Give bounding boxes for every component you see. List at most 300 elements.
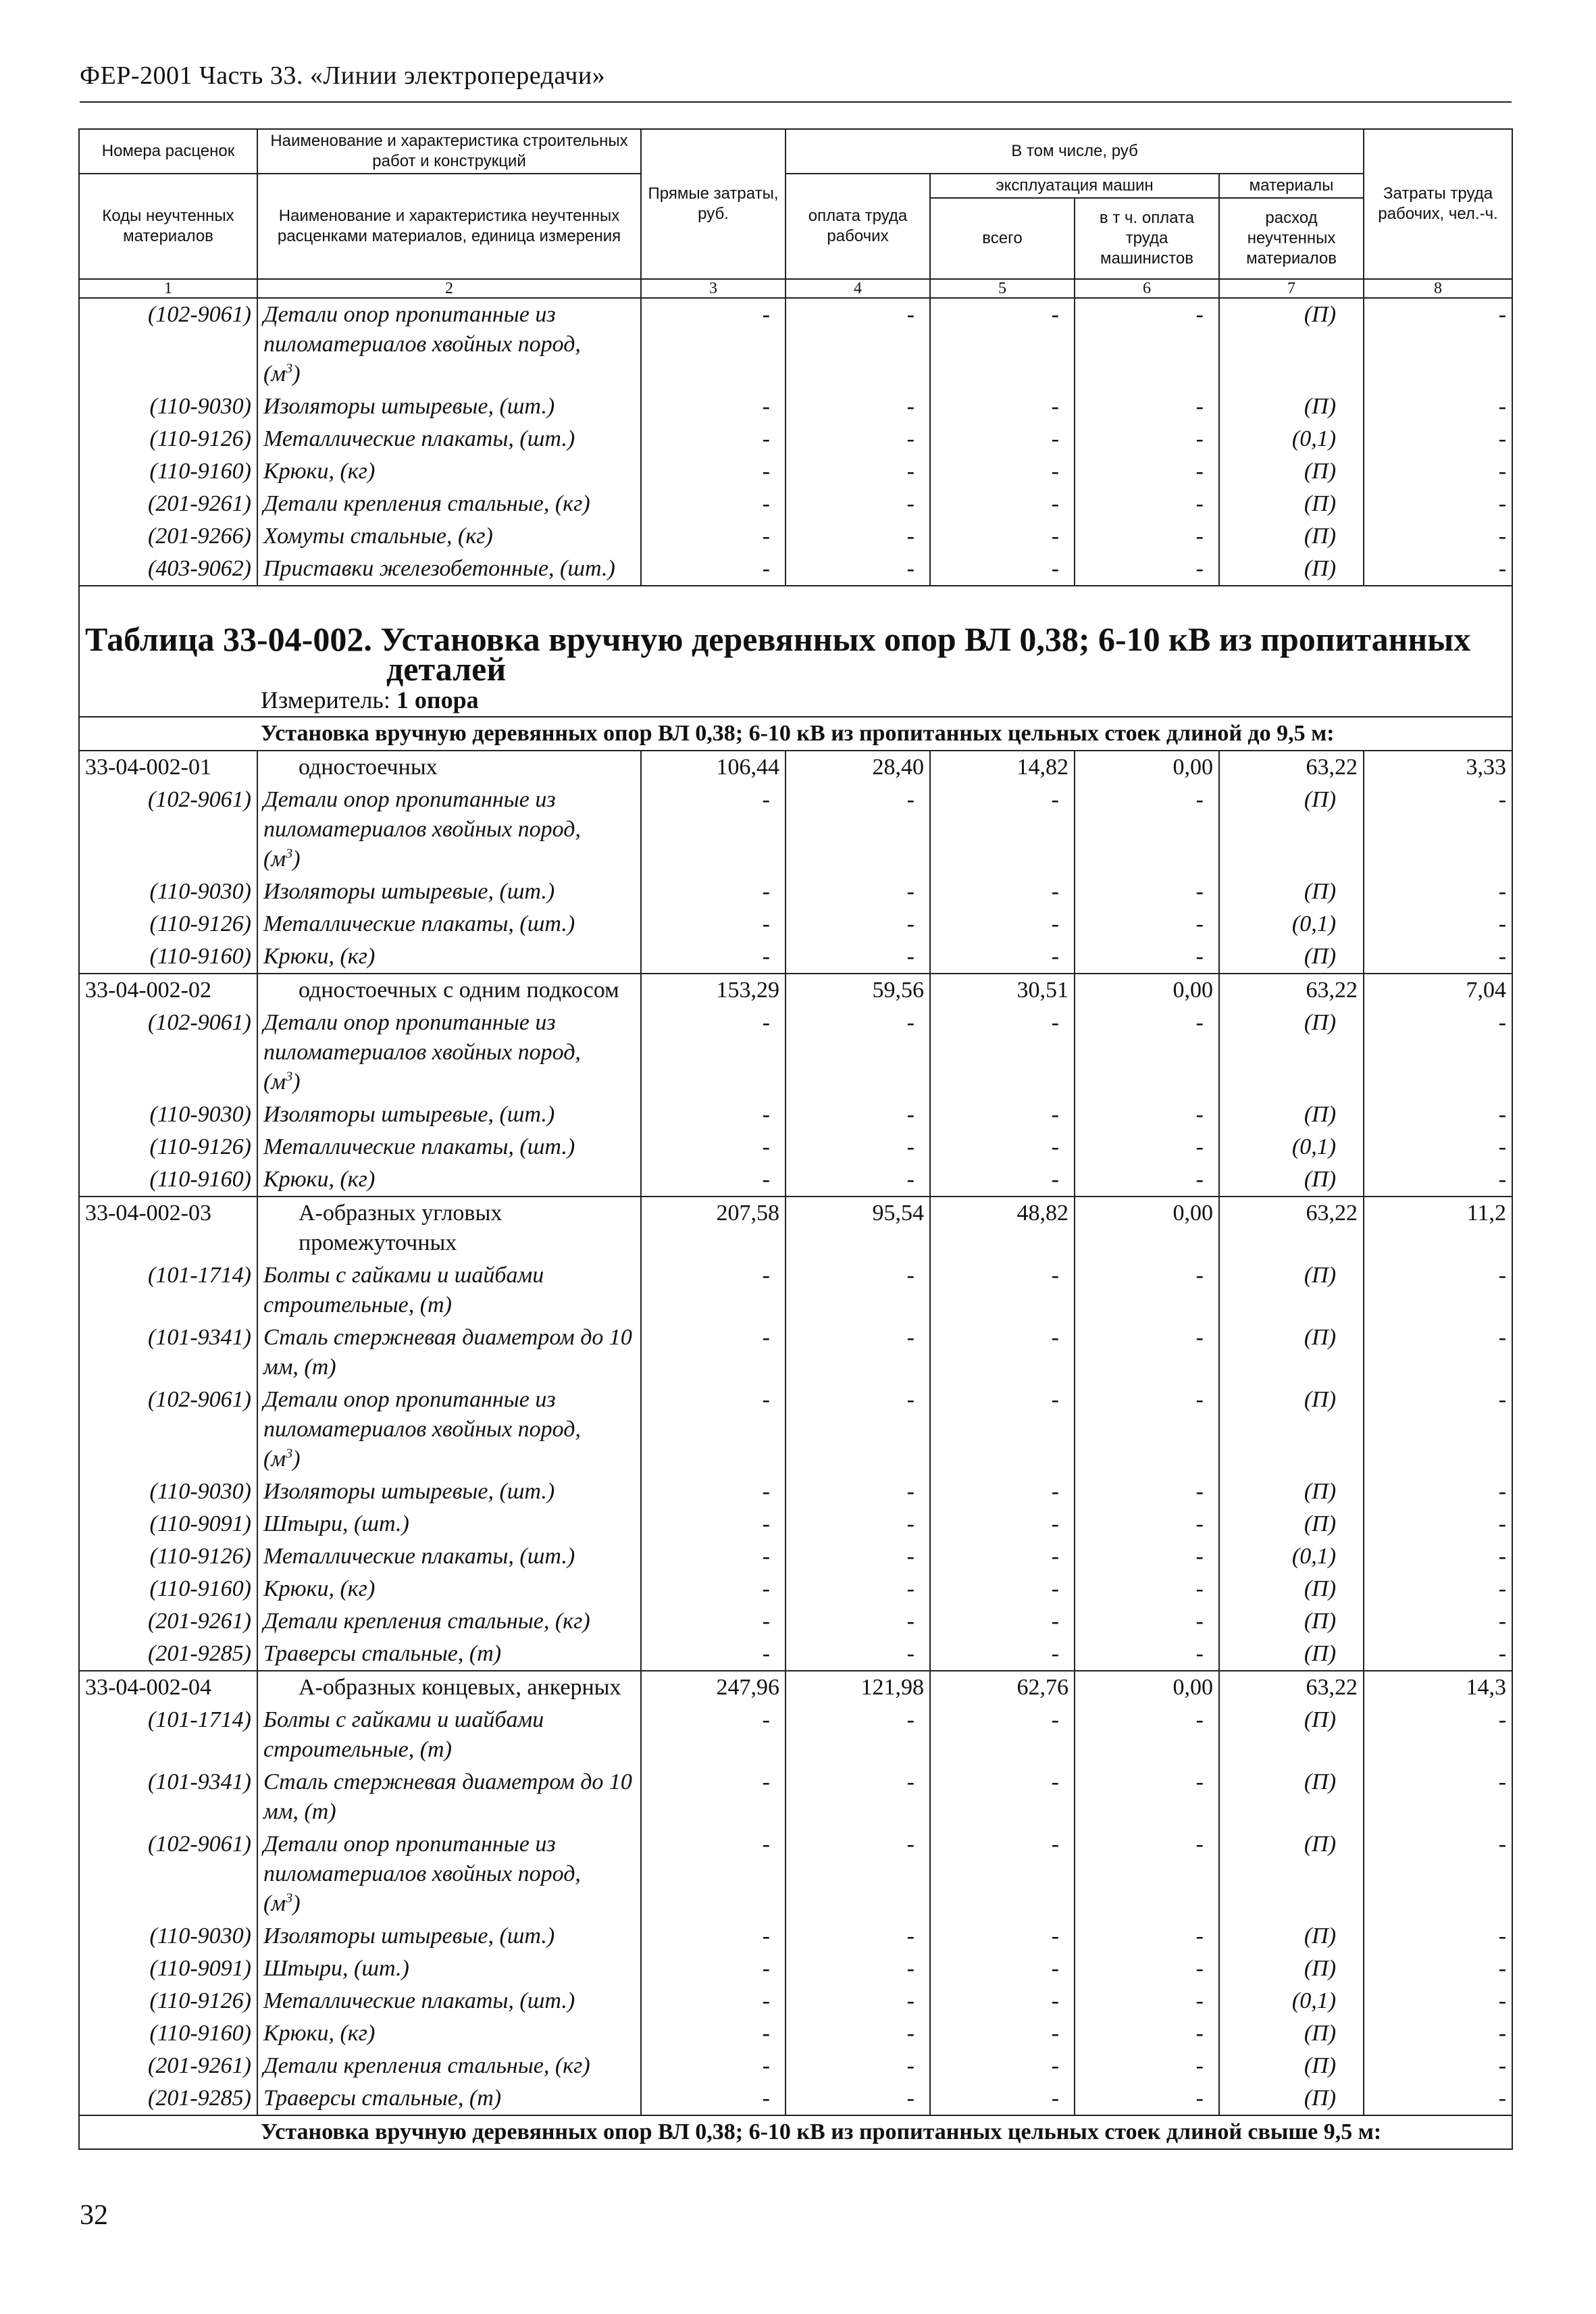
value-machinists-pay: - [1075, 1322, 1219, 1384]
value-direct-cost: - [641, 1828, 786, 1920]
material-name-text: Болты с гайками и шайбами строительные, (т) [263, 1263, 544, 1317]
value-machines-total: - [930, 455, 1075, 488]
value-machines-total: - [930, 553, 1075, 586]
value-machines-total: - [930, 1163, 1075, 1197]
material-row [79, 1259, 1512, 1322]
value-materials-use: 63,22 [1219, 1197, 1364, 1259]
value-machinists-pay: - [1075, 1953, 1219, 1985]
value-machinists-pay: - [1075, 2082, 1219, 2115]
value-machines-total: 62,76 [930, 1671, 1075, 1704]
value-labor-pay: - [786, 1920, 930, 1953]
value-machinists-pay: - [1075, 784, 1219, 876]
value-machines-total: - [930, 520, 1075, 553]
value-labor-hours: 7,04 [1364, 974, 1512, 1007]
value-labor-pay: - [786, 876, 930, 908]
value-machinists-pay: - [1075, 488, 1219, 520]
material-code: (102-9061) [79, 1384, 257, 1476]
value-machines-total: - [930, 1704, 1075, 1766]
material-name [257, 520, 641, 553]
value-materials-use: (П) [1219, 1384, 1364, 1476]
col-header-materials: материалы [1219, 174, 1364, 198]
value-machines-total: - [930, 423, 1075, 455]
value-direct-cost: - [641, 1007, 786, 1099]
col-header-8: Затраты труда рабочих, чел.-ч. [1364, 129, 1512, 279]
value-labor-hours: 3,33 [1364, 751, 1512, 784]
unit-superscript: 3 [286, 1069, 293, 1084]
material-name [257, 1766, 641, 1828]
value-machinists-pay: 0,00 [1075, 974, 1219, 1007]
material-name [257, 2082, 641, 2115]
meter [79, 684, 1512, 717]
value-machinists-pay: - [1075, 520, 1219, 553]
page-number: 32 [80, 2200, 108, 2231]
material-row [79, 423, 1512, 455]
rate-row [79, 1197, 1512, 1259]
material-name [257, 1920, 641, 1953]
value-machinists-pay: - [1075, 455, 1219, 488]
value-machines-total: - [930, 298, 1075, 391]
material-name [257, 2050, 641, 2082]
col-num: 7 [1219, 279, 1364, 298]
material-unit [263, 361, 301, 386]
value-materials-use: (П) [1219, 2082, 1364, 2115]
value-labor-hours: - [1364, 423, 1512, 455]
material-code: (110-9030) [79, 1476, 257, 1508]
material-row [79, 1985, 1512, 2017]
value-machines-total: - [930, 2082, 1075, 2115]
material-code: (101-1714) [79, 1704, 257, 1766]
material-unit [263, 1891, 301, 1916]
value-labor-pay: - [786, 423, 930, 455]
value-labor-pay: - [786, 1704, 930, 1766]
value-machinists-pay: - [1075, 1131, 1219, 1163]
value-direct-cost: - [641, 423, 786, 455]
value-labor-pay: - [786, 1322, 930, 1384]
value-labor-pay: - [786, 488, 930, 520]
value-machinists-pay: - [1075, 1766, 1219, 1828]
rate-code: 33-04-002-04 [79, 1671, 257, 1704]
value-labor-pay: - [786, 2082, 930, 2115]
material-name [257, 1953, 641, 1985]
value-machines-total: - [930, 1985, 1075, 2017]
col-num: 1 [79, 279, 257, 298]
value-materials-use: (П) [1219, 455, 1364, 488]
material-code: (101-1714) [79, 1259, 257, 1322]
value-machines-total: - [930, 876, 1075, 908]
unit-superscript: 3 [286, 1890, 293, 1906]
material-row [79, 1322, 1512, 1384]
material-name [257, 1259, 641, 1322]
value-machinists-pay: - [1075, 1920, 1219, 1953]
value-machinists-pay: - [1075, 1573, 1219, 1605]
value-machinists-pay: - [1075, 1259, 1219, 1322]
material-name-text: Металлические плакаты, (шт.) [263, 1134, 575, 1159]
rate-code: 33-04-002-01 [79, 751, 257, 784]
material-unit [263, 847, 301, 872]
value-direct-cost: - [641, 1985, 786, 2017]
col-header-machines: эксплуатация машин [930, 174, 1219, 198]
material-row [79, 784, 1512, 876]
value-labor-hours: - [1364, 2050, 1512, 2082]
value-direct-cost: - [641, 1384, 786, 1476]
value-materials-use: (П) [1219, 2017, 1364, 2050]
material-name-text: Изоляторы штыревые, (шт.) [263, 879, 555, 904]
value-direct-cost: 106,44 [641, 751, 786, 784]
material-code: (110-9126) [79, 1540, 257, 1573]
material-row [79, 2050, 1512, 2082]
value-machinists-pay: - [1075, 1384, 1219, 1476]
value-machinists-pay: - [1075, 1704, 1219, 1766]
value-labor-pay: - [786, 908, 930, 940]
material-name-text: Изоляторы штыревые, (шт.) [263, 1102, 555, 1127]
material-name-text: Сталь стержневая диаметром до 10 мм, (т) [263, 1325, 632, 1380]
material-name-text: Детали опор пропитанные из пиломатериалов хвойных пород, [263, 1010, 581, 1065]
value-labor-pay: - [786, 2050, 930, 2082]
rate-code: 33-04-002-02 [79, 974, 257, 1007]
col-header-6: в т ч. оплата труда машинистов [1075, 198, 1219, 279]
material-code: (201-9266) [79, 520, 257, 553]
value-labor-pay: - [786, 1766, 930, 1828]
material-row [79, 298, 1512, 391]
value-labor-pay: - [786, 1828, 930, 1920]
material-name [257, 2017, 641, 2050]
material-code: (102-9061) [79, 1828, 257, 1920]
value-labor-pay: - [786, 553, 930, 586]
value-machines-total: - [930, 1131, 1075, 1163]
value-materials-use: (П) [1219, 2050, 1364, 2082]
material-code: (110-9160) [79, 455, 257, 488]
value-labor-hours: - [1364, 1099, 1512, 1131]
rate-name: А-образных концевых, анкерных [257, 1671, 641, 1704]
material-name [257, 1573, 641, 1605]
value-direct-cost: - [641, 391, 786, 423]
rate-row [79, 974, 1512, 1007]
col-num: 2 [257, 279, 641, 298]
value-machines-total: 14,82 [930, 751, 1075, 784]
material-name [257, 908, 641, 940]
value-machinists-pay: - [1075, 391, 1219, 423]
value-direct-cost: - [641, 1322, 786, 1384]
material-code: (201-9285) [79, 2082, 257, 2115]
value-labor-hours: 14,3 [1364, 1671, 1512, 1704]
material-name-text: Изоляторы штыревые, (шт.) [263, 394, 555, 419]
rate-name: одностоечных с одним подкосом [257, 974, 641, 1007]
table-title [79, 586, 1512, 688]
material-code: (110-9160) [79, 940, 257, 974]
value-materials-use: (П) [1219, 1476, 1364, 1508]
material-name-text: Детали опор пропитанные из пиломатериалов хвойных пород, [263, 787, 581, 842]
value-labor-hours: - [1364, 298, 1512, 391]
value-labor-pay: - [786, 1099, 930, 1131]
col-header-1-top: Номера расценок [79, 129, 257, 174]
material-code: (110-9160) [79, 1163, 257, 1197]
material-row [79, 1766, 1512, 1828]
col-num: 8 [1364, 279, 1512, 298]
material-name-text: Крюки, (кг) [263, 944, 376, 969]
value-labor-pay: 121,98 [786, 1671, 930, 1704]
material-code: (110-9126) [79, 908, 257, 940]
value-direct-cost: 207,58 [641, 1197, 786, 1259]
material-row [79, 520, 1512, 553]
value-machines-total: - [930, 1766, 1075, 1828]
value-machinists-pay: - [1075, 1099, 1219, 1131]
material-name [257, 1099, 641, 1131]
unit-prefix: (м [263, 1447, 286, 1472]
value-labor-pay: - [786, 1259, 930, 1322]
material-name [257, 1540, 641, 1573]
value-machinists-pay: - [1075, 2017, 1219, 2050]
value-direct-cost: - [641, 1953, 786, 1985]
col-num: 4 [786, 279, 930, 298]
value-labor-pay: - [786, 1131, 930, 1163]
material-row [79, 876, 1512, 908]
material-name [257, 784, 641, 876]
value-machines-total: - [930, 2017, 1075, 2050]
unit-superscript: 3 [286, 361, 293, 376]
material-name-text: Детали опор пропитанные из пиломатериалов хвойных пород, [263, 1832, 581, 1886]
value-materials-use: (П) [1219, 1920, 1364, 1953]
value-materials-use: (П) [1219, 1099, 1364, 1131]
material-name-text: Детали крепления стальные, (кг) [263, 2053, 590, 2078]
unit-suffix: ) [292, 361, 301, 386]
value-labor-pay: - [786, 391, 930, 423]
col-header-2-top: Наименование и характеристика строительных работ и конструкций [257, 129, 641, 174]
value-direct-cost: - [641, 520, 786, 553]
value-machines-total: - [930, 1007, 1075, 1099]
value-direct-cost: - [641, 2050, 786, 2082]
value-labor-hours: - [1364, 908, 1512, 940]
material-name [257, 1638, 641, 1671]
value-labor-pay: - [786, 520, 930, 553]
material-name-text: Детали крепления стальные, (кг) [263, 1609, 590, 1634]
value-direct-cost: - [641, 1508, 786, 1540]
col-header-group: В том числе, руб [786, 129, 1364, 174]
value-labor-hours: - [1364, 1540, 1512, 1573]
material-name [257, 940, 641, 974]
rate-name: одностоечных [257, 751, 641, 784]
value-labor-pay: - [786, 298, 930, 391]
col-header-5: всего [930, 198, 1075, 279]
value-labor-hours: - [1364, 1828, 1512, 1920]
value-materials-use: (П) [1219, 1508, 1364, 1540]
value-labor-pay: - [786, 1508, 930, 1540]
material-row [79, 1476, 1512, 1508]
value-machinists-pay: - [1075, 423, 1219, 455]
value-labor-pay: 28,40 [786, 751, 930, 784]
material-name-text: Хомуты стальные, (кг) [263, 524, 493, 549]
value-materials-use: (П) [1219, 1828, 1364, 1920]
meter-value: 1 опора [396, 686, 479, 713]
value-materials-use: (П) [1219, 298, 1364, 391]
material-code: (110-9160) [79, 1573, 257, 1605]
value-direct-cost: - [641, 1163, 786, 1197]
material-code: (102-9061) [79, 1007, 257, 1099]
value-machines-total: - [930, 1920, 1075, 1953]
material-code: (110-9091) [79, 1953, 257, 1985]
material-row [79, 1638, 1512, 1671]
col-header-4: оплата труда рабочих [786, 174, 930, 279]
value-labor-hours: - [1364, 455, 1512, 488]
table-title-line-1: Таблица 33-04-002. Установка вручную деревянных опор ВЛ 0,38; 6-10 кВ из пропитанных [85, 620, 1471, 658]
value-machinists-pay: - [1075, 1508, 1219, 1540]
material-unit [263, 1070, 301, 1095]
value-direct-cost: - [641, 1259, 786, 1322]
material-code: (110-9030) [79, 391, 257, 423]
material-row [79, 1163, 1512, 1197]
material-name-text: Штыри, (шт.) [263, 1511, 409, 1536]
value-direct-cost: - [641, 488, 786, 520]
material-name [257, 1985, 641, 2017]
material-row [79, 1605, 1512, 1638]
value-machinists-pay: 0,00 [1075, 1197, 1219, 1259]
value-labor-hours: - [1364, 2082, 1512, 2115]
material-row [79, 455, 1512, 488]
unit-suffix: ) [292, 847, 301, 872]
value-materials-use: (П) [1219, 1007, 1364, 1099]
value-direct-cost: - [641, 1476, 786, 1508]
value-labor-hours: - [1364, 1131, 1512, 1163]
value-labor-pay: - [786, 1163, 930, 1197]
material-unit [263, 1447, 301, 1472]
material-name-text: Детали крепления стальные, (кг) [263, 491, 590, 516]
material-code: (110-9126) [79, 423, 257, 455]
material-code: (101-9341) [79, 1322, 257, 1384]
value-machines-total: - [930, 908, 1075, 940]
rate-row [79, 1671, 1512, 1704]
value-labor-hours: - [1364, 1322, 1512, 1384]
material-name [257, 1131, 641, 1163]
material-code: (201-9261) [79, 488, 257, 520]
material-name [257, 553, 641, 586]
value-machinists-pay: - [1075, 2050, 1219, 2082]
material-row [79, 1384, 1512, 1476]
value-labor-pay: - [786, 1540, 930, 1573]
value-machines-total: - [930, 784, 1075, 876]
value-labor-hours: - [1364, 1508, 1512, 1540]
unit-prefix: (м [263, 1070, 286, 1095]
value-labor-pay: - [786, 1985, 930, 2017]
unit-superscript: 3 [286, 846, 293, 861]
value-machinists-pay: - [1075, 1605, 1219, 1638]
value-labor-pay: - [786, 940, 930, 974]
value-labor-hours: - [1364, 391, 1512, 423]
material-row [79, 488, 1512, 520]
material-name-text: Изоляторы штыревые, (шт.) [263, 1479, 555, 1504]
unit-suffix: ) [292, 1891, 301, 1916]
col-header-2-bottom: Наименование и характеристика неучтенных расценками материалов, единица измерения [257, 174, 641, 279]
value-materials-use: (П) [1219, 1638, 1364, 1671]
value-machines-total: - [930, 1099, 1075, 1131]
value-machines-total: - [930, 1508, 1075, 1540]
value-machines-total: - [930, 391, 1075, 423]
value-machinists-pay: - [1075, 553, 1219, 586]
material-row [79, 1920, 1512, 1953]
material-row [79, 1573, 1512, 1605]
value-machines-total: - [930, 1540, 1075, 1573]
value-machines-total: - [930, 1322, 1075, 1384]
rates-table [78, 128, 1513, 2150]
value-labor-hours: - [1364, 1573, 1512, 1605]
value-machinists-pay: - [1075, 1638, 1219, 1671]
material-name-text: Крюки, (кг) [263, 459, 376, 484]
value-labor-hours: - [1364, 1384, 1512, 1476]
value-labor-hours: - [1364, 488, 1512, 520]
value-labor-hours: - [1364, 1766, 1512, 1828]
subheading: Установка вручную деревянных опор ВЛ 0,38; 6-10 кВ из пропитанных цельных стоек длиной до 9,5 м: [79, 717, 1512, 751]
value-labor-pay: - [786, 455, 930, 488]
value-materials-use: (П) [1219, 1766, 1364, 1828]
value-machines-total: - [930, 1638, 1075, 1671]
rate-code: 33-04-002-03 [79, 1197, 257, 1259]
material-name-text: Детали опор пропитанные из пиломатериалов хвойных пород, [263, 1387, 581, 1442]
value-materials-use: (0,1) [1219, 1985, 1364, 2017]
value-materials-use: (0,1) [1219, 1131, 1364, 1163]
material-name [257, 1007, 641, 1099]
value-materials-use: (П) [1219, 940, 1364, 974]
value-materials-use: 63,22 [1219, 974, 1364, 1007]
value-materials-use: (П) [1219, 488, 1364, 520]
value-materials-use: (П) [1219, 1163, 1364, 1197]
value-materials-use: (П) [1219, 553, 1364, 586]
value-direct-cost: - [641, 908, 786, 940]
value-materials-use: 63,22 [1219, 1671, 1364, 1704]
value-labor-pay: - [786, 2017, 930, 2050]
value-labor-hours: - [1364, 784, 1512, 876]
value-direct-cost: - [641, 1766, 786, 1828]
value-machines-total: - [930, 1828, 1075, 1920]
unit-suffix: ) [292, 1070, 301, 1095]
value-labor-pay: - [786, 784, 930, 876]
value-machines-total: - [930, 940, 1075, 974]
value-labor-hours: - [1364, 2017, 1512, 2050]
value-labor-pay: 95,54 [786, 1197, 930, 1259]
material-code: (110-9030) [79, 1099, 257, 1131]
value-direct-cost: - [641, 1704, 786, 1766]
value-machines-total: - [930, 1953, 1075, 1985]
rate-row [79, 751, 1512, 784]
material-name-text: Крюки, (кг) [263, 2021, 376, 2046]
value-machines-total: - [930, 1259, 1075, 1322]
material-code: (110-9030) [79, 1920, 257, 1953]
meter-row [79, 684, 1512, 717]
material-code: (110-9126) [79, 1985, 257, 2017]
material-code: (201-9285) [79, 1638, 257, 1671]
subheading: Установка вручную деревянных опор ВЛ 0,38; 6-10 кВ из пропитанных цельных стоек длиной свыше 9,5 м: [79, 2115, 1512, 2149]
material-row [79, 2017, 1512, 2050]
value-direct-cost: 153,29 [641, 974, 786, 1007]
material-name [257, 1508, 641, 1540]
value-machines-total: - [930, 2050, 1075, 2082]
value-machinists-pay: - [1075, 1007, 1219, 1099]
value-labor-hours: - [1364, 1163, 1512, 1197]
value-direct-cost: - [641, 1099, 786, 1131]
value-materials-use: 63,22 [1219, 751, 1364, 784]
material-row [79, 391, 1512, 423]
value-materials-use: (П) [1219, 1704, 1364, 1766]
subheading-row [79, 717, 1512, 751]
rate-name: А-образных угловых промежуточных [257, 1197, 641, 1259]
value-materials-use: (П) [1219, 784, 1364, 876]
value-labor-hours: - [1364, 1638, 1512, 1671]
value-labor-hours: - [1364, 1920, 1512, 1953]
material-code: (110-9091) [79, 1508, 257, 1540]
material-name-text: Крюки, (кг) [263, 1167, 376, 1192]
unit-superscript: 3 [286, 1446, 293, 1461]
value-labor-hours: - [1364, 1605, 1512, 1638]
material-code: (102-9061) [79, 784, 257, 876]
value-machines-total: - [930, 1476, 1075, 1508]
value-materials-use: (П) [1219, 520, 1364, 553]
